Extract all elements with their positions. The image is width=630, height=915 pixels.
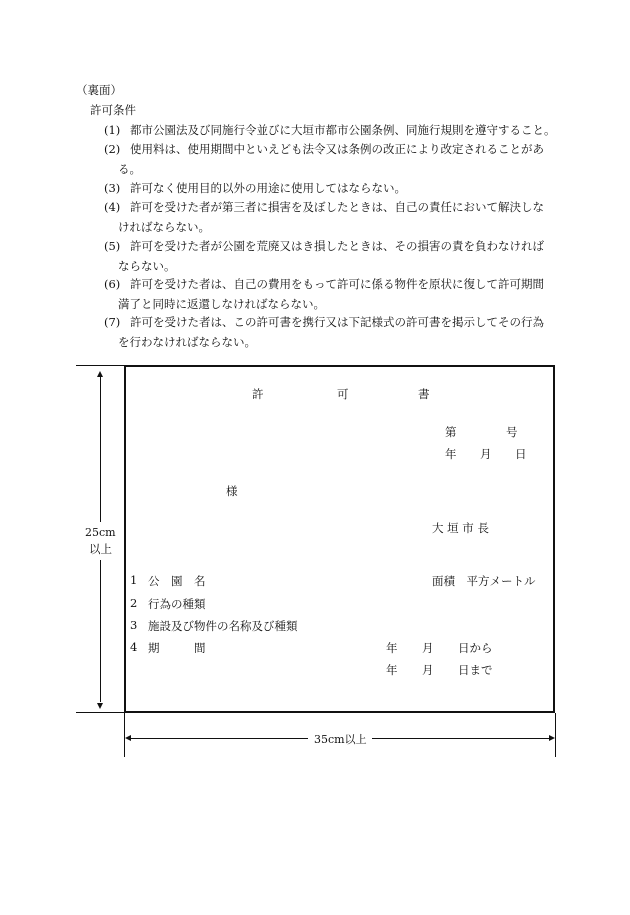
condition-number: (4) [104,200,121,214]
condition-item [104,178,574,198]
width-arrow-line-right [372,738,549,739]
width-arrow-line-left [130,738,308,739]
period-to-year: 年 [386,663,398,677]
item-label: 行為の種類 [148,597,206,611]
condition-text: 使用料は、使用期間中といえども法令又は条例の改正により改定されることがあ る。 [118,142,544,176]
item-label: 期 間 [148,641,206,655]
condition-number: (1) [104,123,121,137]
permit-form-frame [124,365,555,713]
item-number: 1 [130,573,138,587]
item-label: 施設及び物件の名称及び種類 [148,619,298,633]
arrow-right-icon [549,735,555,741]
side-label: （裏面） [76,83,122,97]
height-arrow-line-top [100,376,101,522]
condition-text: 許可を受けた者は、自己の費用をもって許可に係る物件を原状に復して許可期間 満了と同時に返還しなければならない。 [118,277,544,311]
condition-number: (5) [104,239,121,253]
period-to-day: 日まで [458,663,493,677]
condition-item [104,120,574,140]
condition-item [104,236,574,276]
arrow-up-icon [97,371,103,377]
period-from-year: 年 [386,641,398,655]
section-title: 許可条件 [90,103,136,117]
period-to-month: 月 [422,663,434,677]
addressee-suffix: 様 [226,484,238,498]
permit-number-suffix: 号 [506,425,518,439]
item-number: 4 [130,640,138,654]
period-from-month: 月 [422,641,434,655]
height-dimension-value: 25cm [85,526,116,539]
condition-item [104,312,574,352]
permit-number-prefix: 第 [445,425,457,439]
issuer-title: 大 垣 市 長 [432,521,489,535]
date-day: 日 [515,447,527,461]
condition-number: (7) [104,315,121,329]
condition-text: 都市公園法及び同施行令並びに大垣市都市公園条例、同施行規則を遵守すること。 [130,123,556,137]
arrow-down-icon [97,703,103,709]
form-title-char: 可 [337,387,349,401]
date-year: 年 [445,447,457,461]
height-arrow-line-bottom [100,560,101,702]
condition-text: 許可を受けた者は、この許可書を携行又は下記様式の許可書を掲示してその行為 を行わなければならない。 [118,315,544,349]
period-from-day: 日から [458,641,493,655]
condition-item [104,274,574,314]
condition-text: 許可なく使用目的以外の用途に使用してはならない。 [130,181,406,195]
condition-number: (6) [104,277,121,291]
form-title-char: 許 [252,387,264,401]
date-month: 月 [480,447,492,461]
arrow-left-icon [125,735,131,741]
condition-item [104,139,574,179]
condition-text: 許可を受けた者が公園を荒廃又はき損したときは、その損害の責を負わなければ ならない。 [118,239,544,273]
area-label: 面積 平方メートル [432,574,536,588]
width-guide-right [555,713,556,757]
width-dimension-label: 35cm以上 [314,733,367,746]
condition-number: (2) [104,142,121,156]
height-guide-bottom [76,712,126,713]
condition-number: (3) [104,181,121,195]
item-number: 2 [130,596,138,610]
item-number: 3 [130,618,138,632]
height-dimension-suffix: 以上 [89,542,112,556]
form-title-char: 書 [418,387,430,401]
condition-text: 許可を受けた者が第三者に損害を及ぼしたときは、自己の責任において解決しな ければならない。 [118,200,544,234]
condition-item [104,197,574,237]
item-label: 公 園 名 [148,574,206,588]
height-guide-top [76,365,126,366]
